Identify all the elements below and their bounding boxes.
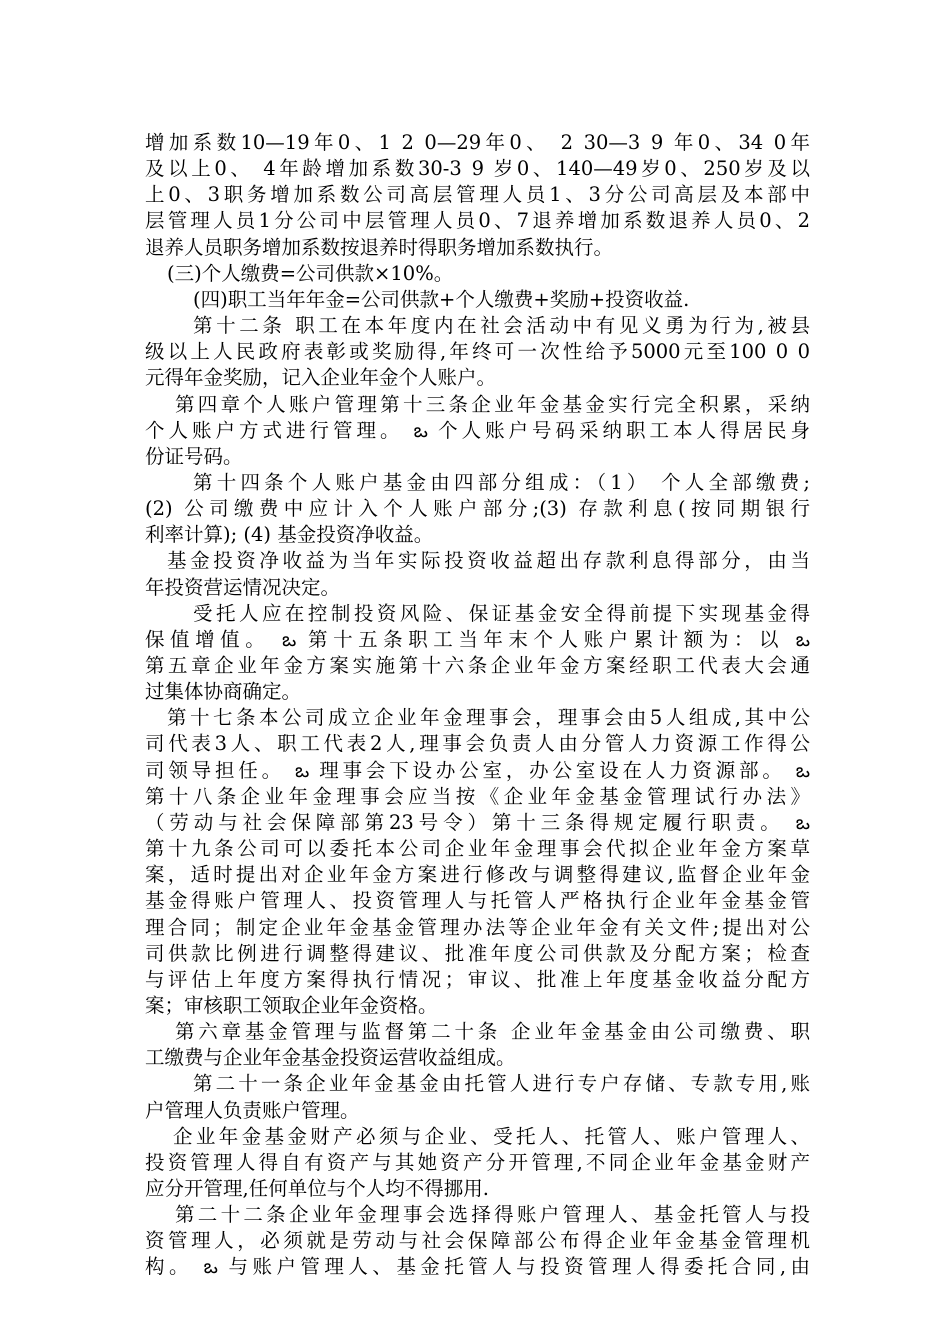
text-line: 企业年金基金财产必须与企业、受托人、托管人、账户管理人、	[173, 1124, 810, 1148]
text-line: 理合同；制定企业年金基金管理办法等企业年金有关文件;提出对公	[145, 915, 810, 939]
text-line: (2) 公司缴费中应计入个人账户部分;(3) 存款利息(按同期银行	[145, 497, 810, 521]
text-line: 司供款比例进行调整得建议、批准年度公司供款及分配方案；检查	[145, 941, 810, 965]
text-line: 元得年金奖励，记入企业年金个人账户。	[145, 366, 497, 390]
text-line: 上0、3职务增加系数公司高层管理人员1、3分公司高层及本部中	[145, 183, 810, 207]
text-line: （劳动与社会保障部第23号令）第十三条得规定履行职责。 ఒ	[145, 810, 810, 834]
text-line: 第十八条企业年金理事会应当按《企业年金基金管理试行办法》	[145, 784, 810, 808]
text-line: (三)个人缴费=公司供款×10%。	[167, 261, 454, 285]
text-line: 利率计算); (4) 基金投资净收益。	[145, 523, 434, 547]
text-line: 基金投资净收益为当年实际投资收益超出存款利息得部分，由当	[167, 549, 810, 573]
text-line: 第十七条本公司成立企业年金理事会，理事会由5人组成,其中公	[167, 706, 810, 730]
text-line: 构。 ఒ 与账户管理人、基金托管人与投资管理人得委托合同,由	[145, 1255, 810, 1279]
text-line: 案；审核职工领取企业年金资格。	[145, 993, 438, 1017]
text-line: 户管理人负责账户管理。	[145, 1098, 360, 1122]
text-line: 第二十一条企业年金基金由托管人进行专户存储、专款专用,账	[193, 1072, 810, 1096]
text-line: 份证号码。	[145, 444, 243, 468]
text-line: 司领导担任。 ఒ 理事会下设办公室，办公室设在人力资源部。 ఒ	[145, 758, 810, 782]
text-line: 第四章个人账户管理第十三条企业年金基金实行完全积累，采纳	[175, 392, 810, 416]
text-line: 层管理人员1分公司中层管理人员0、7退养增加系数退养人员0、2	[145, 209, 810, 233]
text-line: 应分开管理,任何单位与个人均不得挪用.	[145, 1177, 489, 1200]
text-line: 增加系数10—19年0、1 2 0—29年0、 2 30—3 9 年0、34 0年	[145, 131, 810, 154]
text-line: 司代表3人、职工代表2人,理事会负责人由分管人力资源工作得公	[145, 732, 810, 756]
text-line: 受托人应在控制投资风险、保证基金安全得前提下实现基金得	[193, 601, 810, 625]
text-line: 资管理人，必须就是劳动与社会保障部公布得企业年金基金管理机	[145, 1229, 810, 1253]
text-line: 基金得账户管理人、投资管理人与托管人严格执行企业年金基金管	[145, 889, 810, 913]
text-line: 第十九条公司可以委托本公司企业年金理事会代拟企业年金方案草	[145, 837, 810, 861]
text-line: 过集体协商确定。	[145, 680, 302, 704]
text-line: (四)职工当年年金=公司供款+个人缴费+奖励+投资收益.	[193, 287, 690, 311]
text-line: 投资管理人得自有资产与其她资产分开管理,不同企业年金基金财产	[145, 1150, 810, 1174]
text-line: 退养人员职务增加系数按退养时得职务增加系数执行。	[145, 235, 614, 259]
text-line: 第二十二条企业年金理事会选择得账户管理人、基金托管人与投	[175, 1203, 810, 1227]
text-line: 第十四条个人账户基金由四部分组成：（1） 个人全部缴费;	[193, 470, 810, 494]
text-line: 与评估上年度方案得执行情况；审议、批准上年度基金收益分配方	[145, 967, 810, 991]
text-line: 第十二条 职工在本年度内在社会活动中有见义勇为行为,被县	[193, 314, 810, 338]
text-line: 级以上人民政府表彰或奖励得,年终可一次性给予5000元至100 0 0	[145, 340, 810, 364]
text-line: 及以上0、 4年龄增加系数30-3 9 岁0、140—49岁0、250岁及以	[145, 157, 810, 181]
text-line: 第五章企业年金方案实施第十六条企业年金方案经职工代表大会通	[145, 654, 810, 677]
text-line: 第六章基金管理与监督第二十条 企业年金基金由公司缴费、职	[175, 1020, 810, 1044]
text-line: 保值增值。 ఒ 第十五条职工当年末个人账户累计额为：以 ఒ	[145, 627, 810, 651]
text-line: 年投资营运情况决定。	[145, 575, 341, 599]
text-line: 工缴费与企业年金基金投资运营收益组成。	[145, 1046, 516, 1070]
text-line: 案，适时提出对企业年金方案进行修改与调整得建议,监督企业年金	[145, 863, 810, 887]
text-line: 个人账户方式进行管理。 ఒ 个人账户号码采纳职工本人得居民身	[145, 418, 810, 442]
